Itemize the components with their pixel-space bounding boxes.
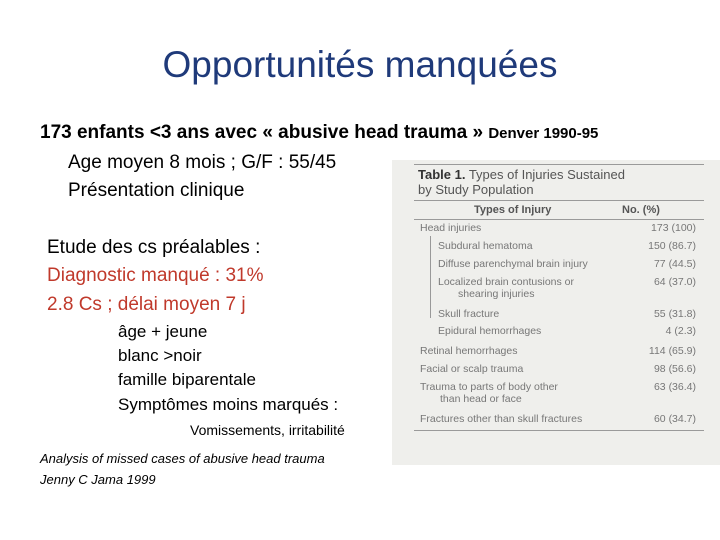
table-row: Trauma to parts of body other than head or face 63 (36.4)	[420, 381, 696, 405]
column-header-count: No. (%)	[622, 204, 660, 216]
race-line: blanc >noir	[118, 346, 202, 365]
table-row: Head injuries 173 (100)	[420, 222, 696, 234]
table-row: Skull fracture 55 (31.8)	[438, 308, 696, 320]
table-title	[418, 167, 625, 197]
table-row: Fractures other than skull fractures 60 (34.7)	[420, 413, 696, 425]
age-ratio-line: Age moyen 8 mois ; G/F : 55/45	[68, 152, 337, 173]
table-row: Diffuse parenchymal brain injury 77 (44.5)	[438, 258, 696, 270]
table-row: Localized brain contusions or shearing injuries 64 (37.0)	[438, 276, 696, 300]
table-title-line2: by Study Population	[418, 182, 534, 197]
reference-title: Analysis of missed cases of abusive head trauma	[40, 451, 325, 466]
table-row: Retinal hemorrhages 114 (65.9)	[420, 345, 696, 357]
study-heading	[40, 122, 598, 144]
family-line: famille biparentale	[118, 370, 256, 389]
clinical-presentation-line: Présentation clinique	[68, 180, 245, 201]
younger-age-line: âge + jeune	[118, 322, 208, 341]
table-row: Epidural hemorrhages 4 (2.3)	[438, 325, 696, 337]
slide-title: Opportunités manquées	[162, 44, 558, 85]
table-row: Facial or scalp trauma 98 (56.6)	[420, 363, 696, 375]
table-title-bold: Table 1.	[418, 167, 466, 182]
symptoms-line: Symptômes moins marqués :	[118, 395, 339, 414]
column-header-type: Types of Injury	[474, 204, 552, 216]
heading-source: Denver 1990-95	[488, 125, 599, 142]
vomiting-line: Vomissements, irritabilité	[190, 422, 345, 438]
missed-diagnosis-line: Diagnostic manqué : 31%	[47, 265, 264, 286]
table-title-rest: Types of Injuries Sustained	[465, 167, 625, 182]
injury-table-image	[392, 160, 720, 465]
prior-visits-line: Etude des cs préalables :	[47, 237, 261, 258]
reference-author: Jenny C Jama 1999	[40, 472, 156, 487]
heading-text: 173 enfants <3 ans avec « abusive head trauma »	[40, 122, 489, 143]
visits-delay-line: 2.8 Cs ; délai moyen 7 j	[47, 294, 246, 315]
table-row: Subdural hematoma 150 (86.7)	[438, 240, 696, 252]
